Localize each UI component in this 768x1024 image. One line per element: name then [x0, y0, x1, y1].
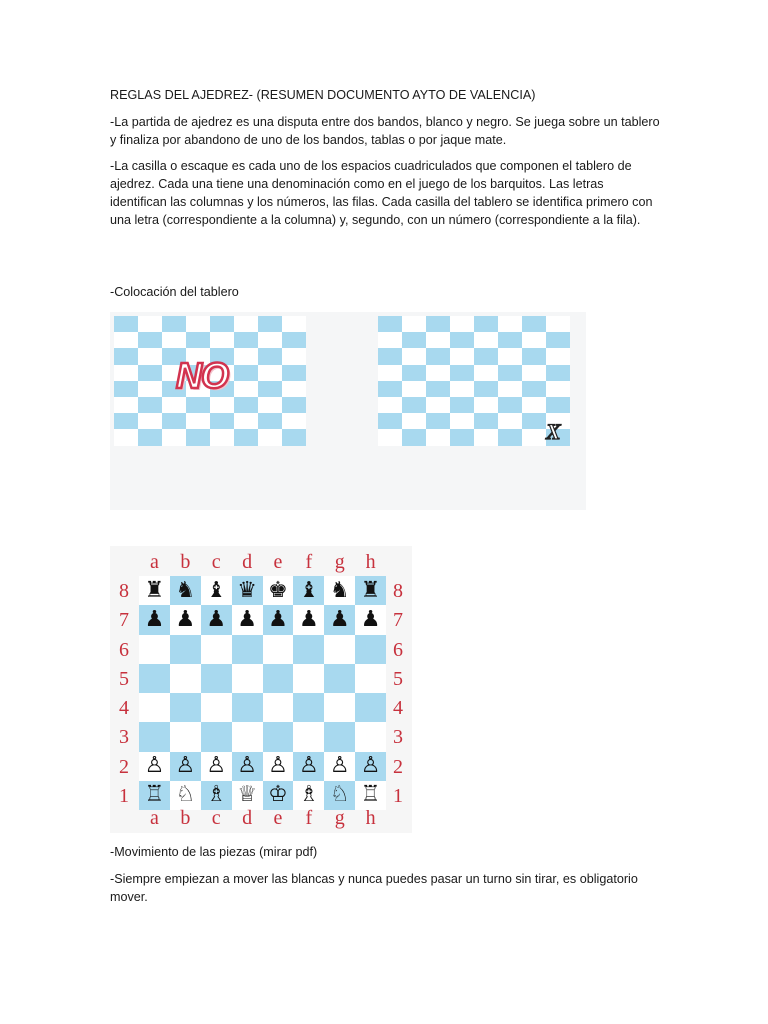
board-square — [138, 429, 162, 445]
chess-piece-square: ♙ — [201, 752, 232, 781]
board-square — [324, 635, 355, 664]
board-square — [232, 635, 263, 664]
board-square — [114, 348, 138, 364]
board-square — [450, 348, 474, 364]
rank-label-left: 8 — [119, 580, 129, 602]
board-square — [201, 635, 232, 664]
board-square — [258, 429, 282, 445]
board-square — [546, 397, 570, 413]
board-square — [474, 381, 498, 397]
board-square — [474, 413, 498, 429]
board-square — [138, 365, 162, 381]
board-square — [546, 348, 570, 364]
board-square — [232, 664, 263, 693]
document-title: REGLAS DEL AJEDREZ- (RESUMEN DOCUMENTO AYTO DE VALENCIA) — [110, 88, 536, 102]
board-square — [474, 429, 498, 445]
board-square — [282, 316, 306, 332]
board-square — [498, 429, 522, 445]
file-label-bottom: e — [273, 807, 283, 829]
board-square — [378, 429, 402, 445]
chess-piece-square: ♗ — [293, 781, 324, 810]
board-square — [282, 429, 306, 445]
wrong-placement-label: NO — [176, 355, 228, 396]
board-square — [426, 348, 450, 364]
board-square — [114, 413, 138, 429]
board-square — [186, 429, 210, 445]
board-square — [139, 693, 170, 722]
chess-piece-square: ♖ — [139, 781, 170, 810]
file-label-top: f — [305, 551, 313, 573]
board-square — [258, 397, 282, 413]
board-square — [498, 381, 522, 397]
board-square — [114, 365, 138, 381]
board-square — [498, 413, 522, 429]
board-square — [324, 693, 355, 722]
rank-label-right: 5 — [393, 667, 403, 690]
board-square — [355, 635, 386, 664]
board-square — [263, 664, 294, 693]
rank-label-left: 3 — [119, 726, 129, 749]
rank-label-left: 6 — [119, 638, 129, 661]
board-square — [234, 413, 258, 429]
file-label-top: a — [149, 551, 159, 573]
chessboard-grid — [139, 576, 386, 810]
chess-piece-square: ♙ — [355, 752, 386, 781]
board-square — [402, 397, 426, 413]
board-square — [114, 397, 138, 413]
board-square — [498, 316, 522, 332]
board-square — [426, 397, 450, 413]
board-square — [234, 365, 258, 381]
board-square — [450, 332, 474, 348]
chess-piece-square: ♟ — [324, 605, 355, 634]
file-label-top: d — [242, 551, 253, 573]
board-square — [293, 722, 324, 751]
board-square — [234, 316, 258, 332]
heading-movimiento: -Movimiento de las piezas (mirar pdf) — [110, 845, 318, 859]
board-square — [522, 316, 546, 332]
board-square — [450, 413, 474, 429]
board-square — [402, 413, 426, 429]
board-square — [186, 397, 210, 413]
board-square — [210, 332, 234, 348]
file-label-bottom: b — [180, 807, 191, 829]
rank-label-right: 1 — [393, 784, 403, 807]
chess-piece-square: ♕ — [232, 781, 263, 810]
board-square — [186, 413, 210, 429]
board-square — [324, 722, 355, 751]
chess-piece-square: ♘ — [324, 781, 355, 810]
board-square — [402, 316, 426, 332]
file-label-top: h — [365, 551, 376, 573]
file-label-top: e — [273, 551, 283, 573]
board-square — [426, 316, 450, 332]
board-square — [474, 316, 498, 332]
board-square — [210, 429, 234, 445]
file-label-bottom: f — [305, 807, 313, 829]
chess-piece-square: ♜ — [139, 576, 170, 605]
board-square — [474, 365, 498, 381]
board-square — [186, 316, 210, 332]
board-square — [522, 348, 546, 364]
board-square — [263, 722, 294, 751]
board-square — [426, 365, 450, 381]
chess-piece-square: ♟ — [201, 605, 232, 634]
board-square — [522, 381, 546, 397]
board-square — [426, 413, 450, 429]
chess-piece-square: ♞ — [324, 576, 355, 605]
board-square — [498, 348, 522, 364]
rank-label-right: 6 — [393, 638, 403, 661]
board-square — [114, 381, 138, 397]
chess-piece-square: ♙ — [293, 752, 324, 781]
file-label-bottom: a — [149, 807, 159, 829]
board-square — [234, 332, 258, 348]
board-square — [546, 381, 570, 397]
board-square — [378, 397, 402, 413]
file-label-bottom: c — [211, 807, 221, 829]
board-square — [522, 429, 546, 445]
chess-piece-square: ♟ — [355, 605, 386, 634]
rank-label-right: 7 — [393, 609, 403, 632]
chess-piece-square: ♟ — [139, 605, 170, 634]
file-label-top: b — [180, 551, 191, 573]
board-square — [378, 316, 402, 332]
board-square — [210, 413, 234, 429]
chess-piece-square: ♝ — [201, 576, 232, 605]
heading-colocacion: -Colocación del tablero — [110, 285, 239, 299]
chess-piece-square: ♛ — [232, 576, 263, 605]
rank-label-left: 4 — [119, 697, 129, 719]
board-square — [378, 413, 402, 429]
board-square — [138, 332, 162, 348]
corner-mark-label: X — [546, 419, 561, 444]
chess-piece-square: ♟ — [293, 605, 324, 634]
board-square — [498, 365, 522, 381]
board-square — [378, 365, 402, 381]
board-square — [138, 348, 162, 364]
rank-label-right: 3 — [393, 726, 403, 749]
rank-label-right: 8 — [393, 580, 403, 602]
rank-label-left: 2 — [119, 755, 129, 778]
file-label-bottom: h — [365, 807, 376, 829]
board-square — [138, 397, 162, 413]
board-square — [138, 381, 162, 397]
board-square — [282, 381, 306, 397]
board-square — [201, 722, 232, 751]
board-square — [258, 332, 282, 348]
board-square — [138, 413, 162, 429]
chess-piece-square: ♟ — [263, 605, 294, 634]
board-square — [355, 693, 386, 722]
board-square — [474, 397, 498, 413]
file-label-bottom: d — [242, 807, 253, 829]
board-square — [450, 316, 474, 332]
board-square — [402, 381, 426, 397]
board-square — [139, 664, 170, 693]
board-square — [162, 429, 186, 445]
board-square — [186, 332, 210, 348]
board-square — [402, 348, 426, 364]
board-square — [522, 365, 546, 381]
board-square — [546, 365, 570, 381]
chess-piece-square: ♟ — [232, 605, 263, 634]
board-square — [474, 348, 498, 364]
board-square — [170, 664, 201, 693]
board-square — [114, 316, 138, 332]
board-placement-figure — [110, 312, 586, 510]
chess-piece-square: ♝ — [293, 576, 324, 605]
chess-piece-square: ♚ — [263, 576, 294, 605]
board-square — [232, 722, 263, 751]
board-square — [378, 348, 402, 364]
board-square — [234, 348, 258, 364]
rank-label-right: 2 — [393, 755, 403, 778]
board-square — [139, 722, 170, 751]
chess-piece-square: ♘ — [170, 781, 201, 810]
chess-piece-square: ♗ — [201, 781, 232, 810]
chess-piece-square: ♔ — [263, 781, 294, 810]
board-square — [378, 332, 402, 348]
board-square — [450, 365, 474, 381]
board-square — [138, 316, 162, 332]
board-square — [234, 397, 258, 413]
board-square — [522, 413, 546, 429]
board-square — [522, 332, 546, 348]
board-square — [282, 365, 306, 381]
chess-piece-square: ♖ — [355, 781, 386, 810]
board-square — [162, 413, 186, 429]
board-square — [293, 635, 324, 664]
board-square — [402, 332, 426, 348]
rank-label-left: 1 — [119, 784, 129, 807]
paragraph-casilla: -La casilla o escaque es cada uno de los espacios cuadriculados que componen el tablero de ajedrez. Cada una tiene una denominación como en el juego de los barquitos. Las letras identifican las columnas y los números, las filas. Cada casilla del tablero se identifica primero con una letra (correspondiente a la columna) y, segundo, con un número (correspondiente a la fila). — [110, 159, 653, 227]
board-square — [282, 348, 306, 364]
board-square — [258, 316, 282, 332]
paragraph-partida: -La partida de ajedrez es una disputa entre dos bandos, blanco y negro. Se juega sobre un tablero y finaliza por abandono de uno de los bandos, tablas o por jaque mate. — [110, 115, 660, 147]
board-square — [426, 332, 450, 348]
board-square — [114, 332, 138, 348]
board-square — [293, 664, 324, 693]
board-square — [293, 693, 324, 722]
board-square — [355, 664, 386, 693]
chess-piece-square: ♙ — [232, 752, 263, 781]
board-square — [263, 693, 294, 722]
board-square — [162, 397, 186, 413]
board-square — [450, 397, 474, 413]
board-square — [234, 381, 258, 397]
board-square — [170, 722, 201, 751]
chess-piece-square: ♙ — [263, 752, 294, 781]
chess-piece-square: ♞ — [170, 576, 201, 605]
chess-piece-square: ♜ — [355, 576, 386, 605]
chess-piece-square: ♟ — [170, 605, 201, 634]
paragraph-empiezan: -Siempre empiezan a mover las blancas y nunca puedes pasar un turno sin tirar, es obligatorio mover. — [110, 872, 638, 904]
board-square — [402, 429, 426, 445]
board-square — [546, 332, 570, 348]
board-square — [258, 381, 282, 397]
board-square — [282, 413, 306, 429]
board-square — [324, 664, 355, 693]
chess-piece-square: ♙ — [170, 752, 201, 781]
board-square — [258, 365, 282, 381]
file-label-top: g — [334, 551, 345, 573]
board-square — [378, 381, 402, 397]
board-square — [210, 397, 234, 413]
board-square — [162, 316, 186, 332]
board-square — [355, 722, 386, 751]
board-square — [282, 397, 306, 413]
board-square — [450, 381, 474, 397]
board-square — [139, 635, 170, 664]
board-square — [282, 332, 306, 348]
board-square — [258, 348, 282, 364]
rank-label-right: 4 — [393, 697, 403, 719]
board-square — [474, 332, 498, 348]
board-square — [522, 397, 546, 413]
board-square — [402, 365, 426, 381]
board-square — [234, 429, 258, 445]
board-square — [263, 635, 294, 664]
file-label-top: c — [211, 551, 221, 573]
rank-label-left: 7 — [119, 609, 129, 632]
board-square — [498, 397, 522, 413]
board-square — [232, 693, 263, 722]
board-square — [426, 429, 450, 445]
board-square — [258, 413, 282, 429]
rank-label-left: 5 — [119, 667, 129, 690]
file-label-bottom: g — [334, 807, 345, 829]
board-square — [546, 316, 570, 332]
board-square — [201, 664, 232, 693]
board-square — [498, 332, 522, 348]
board-square — [210, 316, 234, 332]
board-square — [114, 429, 138, 445]
chess-piece-square: ♙ — [139, 752, 170, 781]
board-square — [170, 635, 201, 664]
board-square — [426, 381, 450, 397]
board-square — [170, 693, 201, 722]
board-square — [201, 693, 232, 722]
board-square — [162, 332, 186, 348]
board-square — [450, 429, 474, 445]
chess-piece-square: ♙ — [324, 752, 355, 781]
chessboard-figure — [110, 546, 412, 833]
